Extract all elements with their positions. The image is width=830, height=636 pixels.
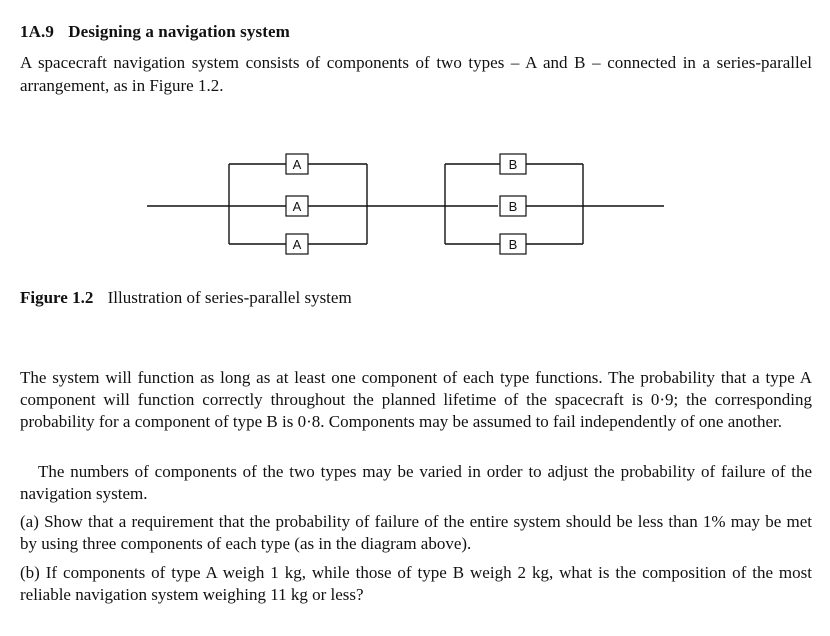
component-a-label: A <box>292 237 302 252</box>
component-b-label: B <box>508 237 518 252</box>
figure-caption-text: Illustration of series-parallel system <box>107 288 352 307</box>
component-a-label: A <box>292 157 302 172</box>
diagram-wiring <box>147 164 664 244</box>
question-part-a: (a) Show that a requirement that the probability of failure of the entire system should be less than 1% may be met by using three components of each type (as in the diagram above). <box>20 512 812 553</box>
question-part-b: (b) If components of type A weigh 1 kg, while those of type B weigh 2 kg, what is the composition of the most reliable navigation system weighing 11 kg or less? <box>20 563 812 604</box>
section-number: 1A.9 <box>20 22 54 41</box>
section-title: Designing a navigation system <box>68 22 290 41</box>
intro-paragraph: A spacecraft navigation system consists of components of two types – A and B – connected in a series-parallel arrangement, as in Figure 1.2. <box>20 53 812 95</box>
component-b-label: B <box>508 199 518 214</box>
paragraph-component-numbers: The numbers of components of the two types may be varied in order to adjust the probability of failure of the navigation system. <box>20 462 812 503</box>
figure-caption <box>20 288 352 308</box>
component-b-label: B <box>508 157 518 172</box>
component-a-label: A <box>292 199 302 214</box>
paragraph-system-function: The system will function as long as at least one component of each type functions. The probability that a type A component will function correctly throughout the planned lifetime of the spacecraft is 0·9; the corresponding probability for a component of type B is 0·8. Components may be assumed to fail independently of one another. <box>20 368 812 431</box>
figure-caption-label: Figure 1.2 <box>20 288 94 307</box>
